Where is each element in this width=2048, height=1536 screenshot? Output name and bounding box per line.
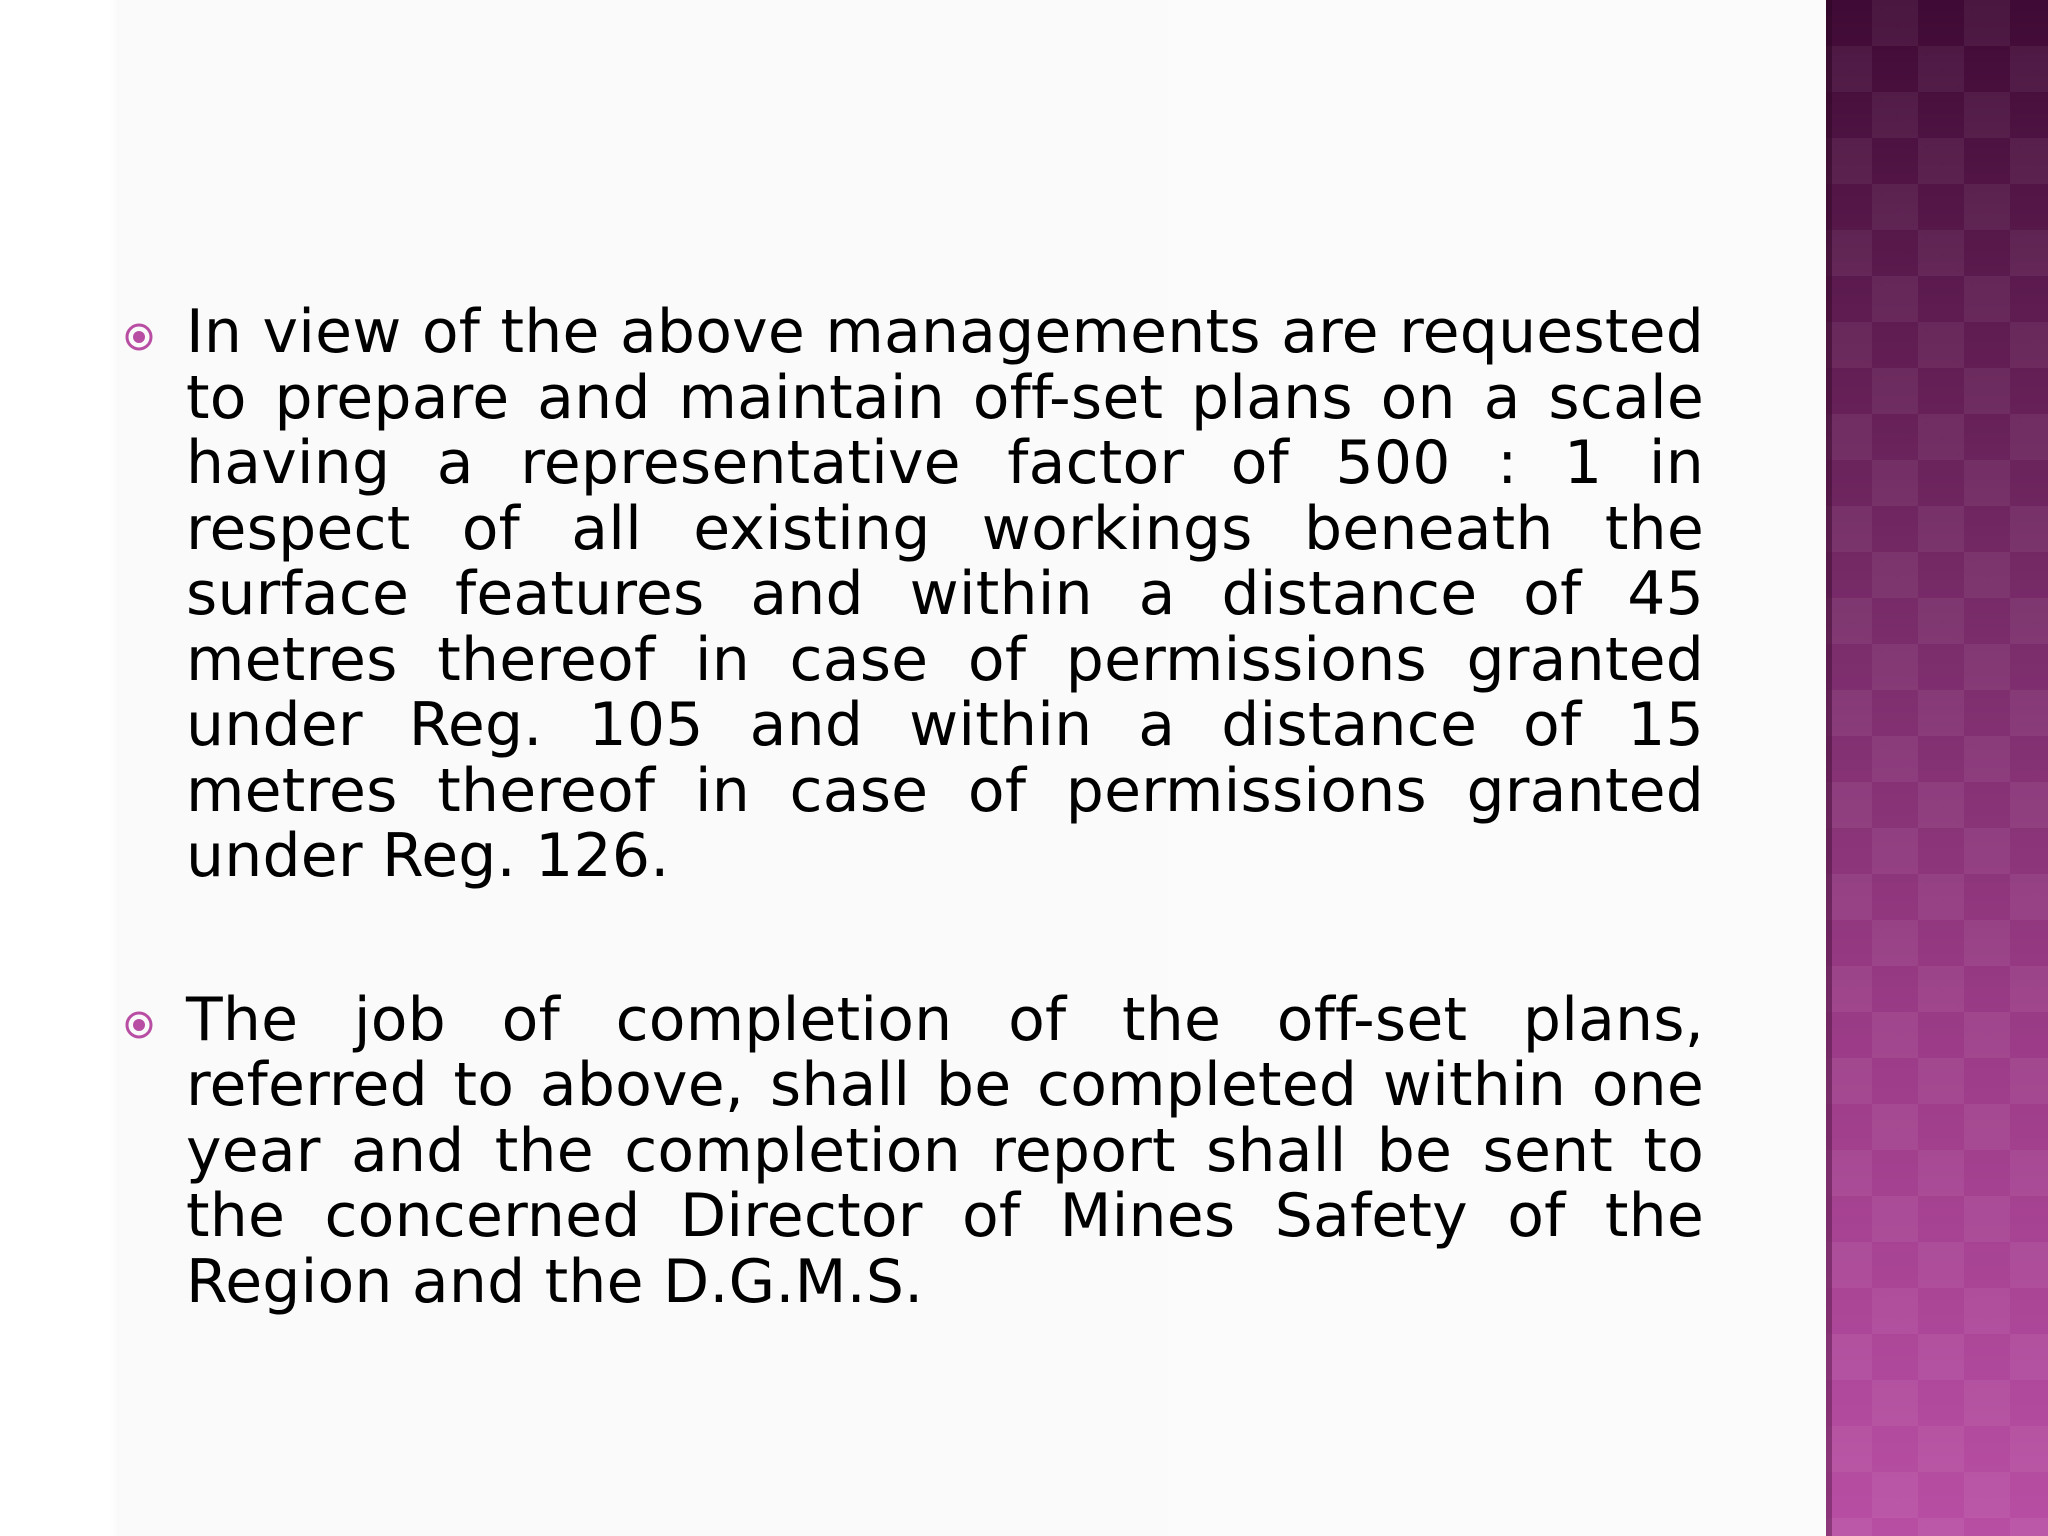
- bullet-text: In view of the above managements are requested to prepare and maintain off-set plans on a scale having a representative factor of 500 : 1 in respect of all existing workings beneath the surface features and within a distance of 45 metres thereof in case of permissions granted under Reg. 105 and within a distance of 15 metres thereof in case of permissions granted under Reg. 126.: [186, 297, 1704, 891]
- bullet-item-2: [124, 984, 1704, 1317]
- diamond-pattern: [1826, 0, 2048, 1536]
- circled-dot-icon: [124, 1010, 154, 1040]
- panel-edge: [1826, 0, 1832, 1536]
- bullet-item-1: [124, 297, 1704, 891]
- decorative-side-panel: [1826, 0, 2048, 1536]
- bullet-list: [124, 297, 1704, 1317]
- bullet-text: The job of completion of the off-set plans, referred to above, shall be completed within one year and the completion report shall be sent to the concerned Director of Mines Safety of the Region and the D.G.M.S.: [186, 984, 1704, 1317]
- circled-dot-icon: [124, 322, 154, 352]
